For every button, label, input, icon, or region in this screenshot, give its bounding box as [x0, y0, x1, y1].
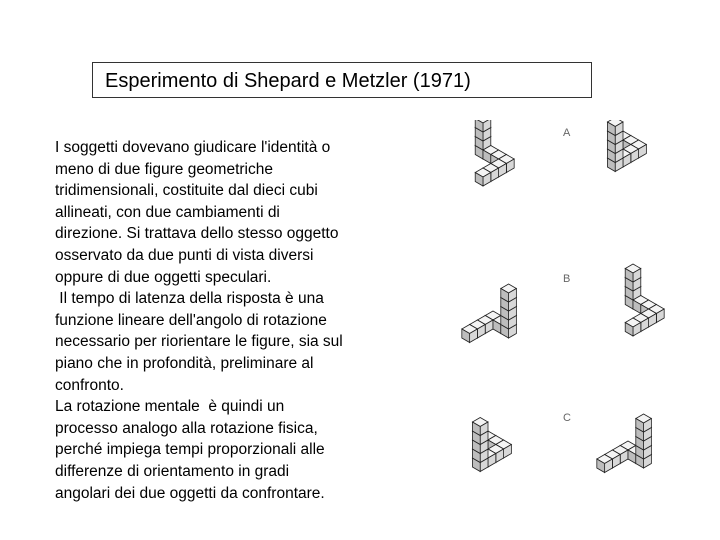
body-line: confronto.: [55, 376, 124, 394]
body-line: La rotazione mentale è quindi un: [55, 398, 285, 416]
body-line: oppure di due oggetti speculari.: [55, 268, 272, 286]
body-line: differenze di orientamento in gradi: [55, 462, 290, 480]
body-line: piano che in profondità, preliminare al: [55, 354, 314, 372]
body-line: necessario per riorientare le figure, sia sul: [55, 333, 343, 351]
figure-label-a: A: [563, 127, 571, 139]
body-line: allineati, con due cambiamenti di: [55, 203, 280, 221]
body-line: angolari dei due oggetti da confrontare.: [55, 484, 325, 502]
body-line: I soggetti dovevano giudicare l'identità o: [55, 139, 331, 156]
figure-label-b: B: [563, 273, 571, 285]
body-line: osservato da due punti di vista diversi: [55, 246, 314, 264]
figure-label-c: C: [563, 412, 571, 424]
shepard-metzler-figure: [448, 120, 688, 500]
body-line: direzione. Si trattava dello stesso oggetto: [55, 225, 339, 243]
slide-title: Esperimento di Shepard e Metzler (1971): [92, 62, 592, 98]
body-line: tridimensionali, costituite dal dieci cubi: [55, 182, 318, 200]
slide-body-text: [55, 137, 400, 504]
body-line: perché impiega tempi proporzionali alle: [55, 441, 325, 459]
body-line: processo analogo alla rotazione fisica,: [55, 419, 318, 437]
body-line: funzione lineare dell'angolo di rotazione: [55, 311, 327, 329]
body-line: Il tempo di latenza della risposta è una: [55, 290, 324, 308]
cube-figures-illustration: [448, 120, 688, 500]
body-line: meno di due figure geometriche: [55, 160, 273, 178]
